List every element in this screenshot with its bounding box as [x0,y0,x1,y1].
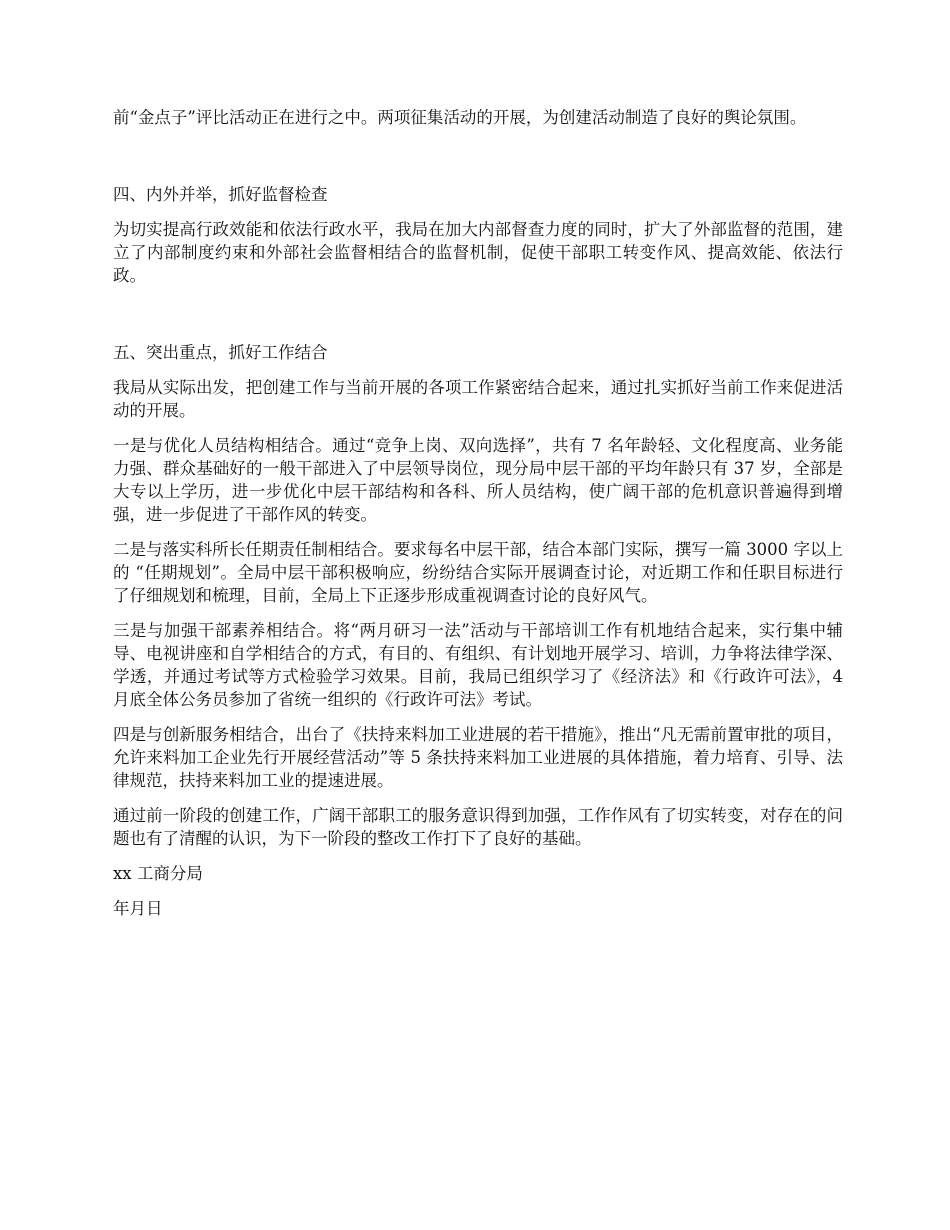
section-5-paragraph-3: 二是与落实科所长任期责任制相结合。要求每名中层干部，结合本部门实际，撰写一篇 3000 字以上的 “任期规划”。全局中层干部积极响应，纷纷结合实际开展调查讨论，对近期工作和任职目标进行了仔细规划和梳理，目前，全局上下正逐步形成重视调查讨论的良好风气。 [113,540,843,605]
section-5-paragraph-1: 我局从实际出发，把创建工作与当前开展的各项工作紧密结合起来，通过扎实抓好当前工作来促进活动的开展。 [113,378,843,420]
signature-date: 年月日 [113,899,163,918]
section-5-paragraph-2: 一是与优化人员结构相结合。通过“竞争上岗、双向选择”，共有 7 名年龄轻、文化程度高、业务能力强、群众基础好的一般干部进入了中层领导岗位，现分局中层干部的平均年龄只有 37 岁，全部是大专以上学历，进一步优化中层干部结构和各科、所人员结构，使广阔干部的危机意识普遍得到增强，进一步促进了干部作风的转变。 [113,436,843,524]
intro-paragraph: 前“金点子”评比活动正在进行之中。两项征集活动的开展，为创建活动制造了良好的舆论氛围。 [113,108,807,127]
section-5-paragraph-6: 通过前一阶段的创建工作，广阔干部职工的服务意识得到加强，工作作风有了切实转变，对存在的问题也有了清醒的认识，为下一阶段的整改工作打下了良好的基础。 [113,806,843,848]
section-5-heading: 五、突出重点，抓好工作结合 [113,343,328,362]
signature-org: xx 工商分局 [113,864,203,883]
document-page [113,106,843,920]
section-5-paragraph-5: 四是与创新服务相结合，出台了《扶持来料加工业进展的若干措施》，推出“凡无需前置审批的项目，允许来料加工企业先行开展经营活动”等 5 条扶持来料加工业进展的具体措施，着力培育、引导、法律规范，扶持来料加工业的提速进展。 [113,725,843,790]
section-4-paragraph: 为切实提高行政效能和依法行政水平，我局在加大内部督查力度的同时，扩大了外部监督的范围，建立了内部制度约束和外部社会监督相结合的监督机制，促使干部职工转变作风、提高效能、依法行政。 [113,220,843,285]
section-4-heading: 四、内外并举，抓好监督检查 [113,185,328,204]
section-5-paragraph-4: 三是与加强干部素养相结合。将“两月研习一法”活动与干部培训工作有机地结合起来，实行集中辅导、电视讲座和自学相结合的方式，有目的、有组织、有计划地开展学习、培训，力争将法律学深、学透，并通过考试等方式检验学习效果。目前，我局已组织学习了《经济法》和《行政许可法》，4 月底全体公务员参加了省统一组织的《行政许可法》考试。 [113,621,843,709]
